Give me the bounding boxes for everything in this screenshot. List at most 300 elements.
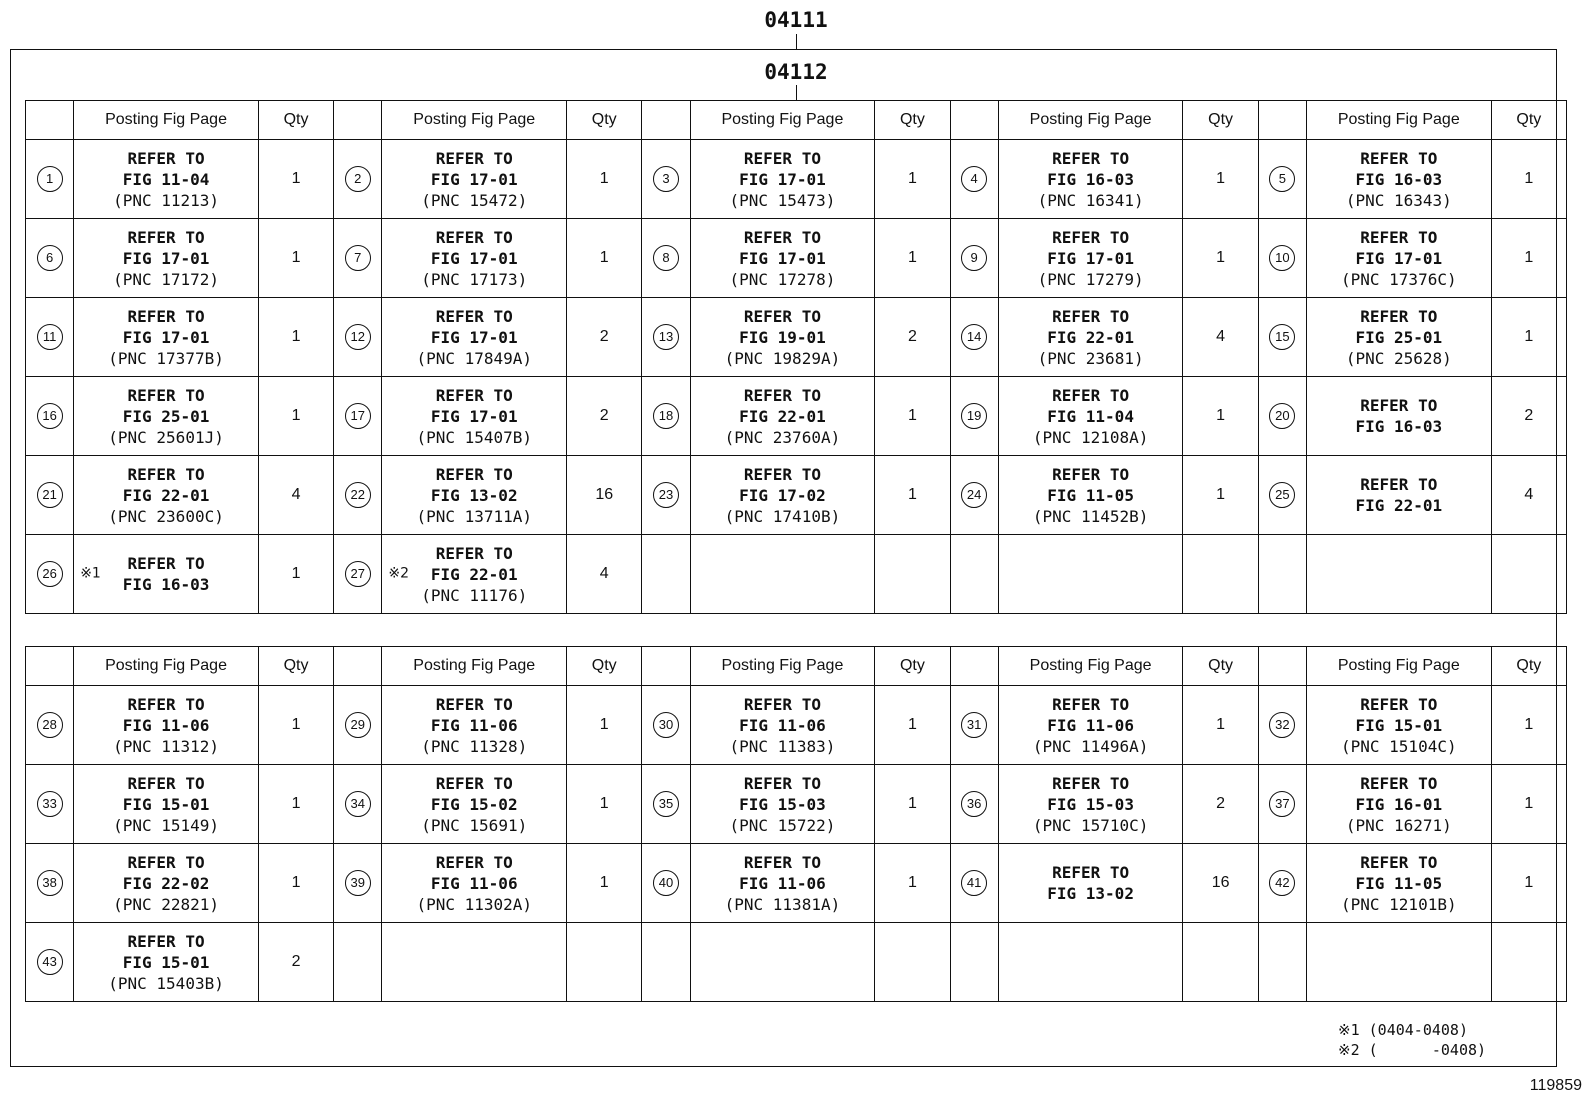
- item-number-circle: 34: [345, 791, 371, 817]
- posting-fig-cell: [1306, 686, 1491, 765]
- qty-cell: 1: [875, 686, 950, 765]
- item-number-cell: [950, 923, 998, 1002]
- qty-cell: 2: [875, 298, 950, 377]
- pnc-reference: (PNC 22821): [113, 894, 220, 914]
- fig-reference: FIG 11-04: [122, 169, 210, 189]
- posting-fig-cell: [74, 298, 259, 377]
- qty-cell: 1: [875, 456, 950, 535]
- refer-to-text: REFER TO: [743, 694, 821, 714]
- item-number-circle: 25: [1269, 482, 1295, 508]
- posting-fig-cell: [74, 686, 259, 765]
- qty-cell: 1: [1491, 140, 1566, 219]
- item-number-circle: 19: [961, 403, 987, 429]
- posting-fig-cell: [998, 765, 1183, 844]
- header-posting-fig-page: Posting Fig Page: [74, 647, 259, 686]
- qty-cell: 1: [875, 140, 950, 219]
- refer-to-text: REFER TO: [435, 227, 513, 247]
- posting-fig-cell: [74, 923, 259, 1002]
- posting-fig-cell: [690, 535, 875, 614]
- pnc-reference: (PNC 17849A): [416, 348, 533, 368]
- item-number-cell: [1258, 140, 1306, 219]
- item-number-cell: [26, 923, 74, 1002]
- refer-to-text: REFER TO: [435, 543, 513, 563]
- posting-fig-cell: [998, 456, 1183, 535]
- item-number-circle: 7: [345, 245, 371, 271]
- header-posting-fig-page: Posting Fig Page: [74, 101, 259, 140]
- item-number-cell: [642, 298, 690, 377]
- posting-fig-cell: [998, 219, 1183, 298]
- item-number-circle: 13: [653, 324, 679, 350]
- qty-cell: 1: [875, 377, 950, 456]
- pnc-reference: (PNC 11302A): [416, 894, 533, 914]
- posting-fig-cell: [382, 535, 567, 614]
- item-number-cell: [950, 140, 998, 219]
- posting-fig-cell: [998, 844, 1183, 923]
- footnotes: [1338, 1020, 1486, 1060]
- posting-fig-cell: [690, 765, 875, 844]
- refer-to-text: REFER TO: [1360, 773, 1438, 793]
- refer-to-text: REFER TO: [435, 306, 513, 326]
- posting-fig-cell: [690, 456, 875, 535]
- item-number-circle: 27: [345, 561, 371, 587]
- pnc-reference: (PNC 23681): [1037, 348, 1144, 368]
- table-row: [26, 298, 1567, 377]
- item-number-cell: [334, 844, 382, 923]
- posting-fig-cell: [690, 686, 875, 765]
- pnc-reference: (PNC 17279): [1037, 269, 1144, 289]
- qty-cell: 4: [567, 535, 642, 614]
- refer-to-text: REFER TO: [1052, 385, 1130, 405]
- pnc-reference: (PNC 15710C): [1032, 815, 1149, 835]
- qty-cell: 2: [1491, 377, 1566, 456]
- header-posting-fig-page: Posting Fig Page: [690, 101, 875, 140]
- header-qty: Qty: [875, 647, 950, 686]
- item-number-cell: [950, 456, 998, 535]
- pnc-reference: (PNC 11312): [113, 736, 220, 756]
- refer-to-text: REFER TO: [127, 852, 205, 872]
- pnc-reference: (PNC 15104C): [1341, 736, 1457, 756]
- pnc-reference: (PNC 15407B): [416, 427, 533, 447]
- fig-reference: FIG 22-01: [430, 564, 518, 584]
- refer-to-text: REFER TO: [127, 464, 205, 484]
- item-number-circle: 28: [37, 712, 63, 738]
- item-number-cell: [1258, 923, 1306, 1002]
- pnc-reference: (PNC 17172): [113, 269, 220, 289]
- header-qty: Qty: [258, 647, 333, 686]
- item-number-cell: [334, 686, 382, 765]
- fig-reference: FIG 19-01: [739, 327, 826, 347]
- item-number-circle: 41: [961, 870, 987, 896]
- pnc-reference: (PNC 19829A): [724, 348, 841, 368]
- qty-cell: 1: [1183, 219, 1258, 298]
- refer-to-text: REFER TO: [1360, 396, 1438, 415]
- refer-to-text: REFER TO: [1052, 148, 1130, 168]
- item-number-cell: [642, 456, 690, 535]
- refer-to-text: REFER TO: [127, 227, 205, 247]
- fig-reference: FIG 15-03: [1047, 794, 1134, 814]
- item-number-cell: [1258, 219, 1306, 298]
- qty-cell: 16: [1183, 844, 1258, 923]
- item-number-cell: [26, 686, 74, 765]
- fig-reference: FIG 13-02: [430, 485, 518, 505]
- item-number-circle: 11: [37, 324, 63, 350]
- item-number-circle: 1: [37, 166, 63, 192]
- item-number-cell: [1258, 765, 1306, 844]
- qty-cell: 2: [1183, 765, 1258, 844]
- item-number-cell: [950, 219, 998, 298]
- qty-cell: 1: [1491, 219, 1566, 298]
- item-number-circle: 20: [1269, 403, 1295, 429]
- posting-fig-cell: [74, 219, 259, 298]
- pnc-reference: (PNC 11383): [729, 736, 836, 756]
- item-number-circle: 2: [345, 166, 371, 192]
- item-number-cell: [26, 140, 74, 219]
- posting-fig-cell: [74, 140, 259, 219]
- table-2-body: [26, 647, 1567, 1002]
- posting-fig-cell: [382, 923, 567, 1002]
- qty-cell: 1: [567, 765, 642, 844]
- fig-reference: FIG 17-02: [739, 485, 826, 505]
- item-number-cell: [26, 456, 74, 535]
- item-number-circle: 5: [1269, 166, 1295, 192]
- header-posting-fig-page: Posting Fig Page: [1306, 101, 1491, 140]
- fig-reference: FIG 13-02: [1047, 884, 1134, 903]
- item-number-cell: [334, 456, 382, 535]
- item-number-cell: [950, 686, 998, 765]
- qty-cell: 1: [567, 686, 642, 765]
- fig-reference: FIG 11-06: [430, 715, 518, 735]
- qty-cell: 16: [567, 456, 642, 535]
- item-number-circle: 26: [37, 561, 63, 587]
- header-posting-fig-page: Posting Fig Page: [382, 647, 567, 686]
- fig-reference: FIG 22-01: [739, 406, 826, 426]
- fig-reference: FIG 17-01: [430, 406, 518, 426]
- qty-cell: 1: [1183, 377, 1258, 456]
- item-number-circle: 23: [653, 482, 679, 508]
- table-row: [26, 377, 1567, 456]
- refer-to-text: REFER TO: [1360, 475, 1438, 494]
- item-number-cell: [334, 923, 382, 1002]
- posting-fig-cell: [1306, 219, 1491, 298]
- fig-reference: FIG 25-01: [1355, 327, 1443, 347]
- pnc-reference: (PNC 17377B): [108, 348, 224, 368]
- posting-fig-cell: [1306, 377, 1491, 456]
- pnc-reference: (PNC 17278): [729, 269, 836, 289]
- table-row: [26, 535, 1567, 614]
- qty-cell: 2: [567, 298, 642, 377]
- header-posting-fig-page: Posting Fig Page: [690, 647, 875, 686]
- qty-cell: 1: [1491, 844, 1566, 923]
- header-posting-fig-page: Posting Fig Page: [998, 101, 1183, 140]
- footnote-1: ※1 (0404-0408): [1338, 1021, 1468, 1039]
- pnc-reference: (PNC 16271): [1345, 815, 1452, 835]
- fig-reference: FIG 22-01: [1047, 327, 1134, 347]
- header-num-blank: [950, 101, 998, 140]
- refer-to-text: REFER TO: [743, 148, 821, 168]
- item-number-cell: [642, 219, 690, 298]
- header-num-blank: [26, 101, 74, 140]
- refer-to-text: REFER TO: [1360, 852, 1438, 872]
- qty-cell: 1: [258, 140, 333, 219]
- fig-reference: FIG 25-01: [122, 406, 210, 426]
- refer-to-text: REFER TO: [1052, 464, 1130, 484]
- refer-to-text: REFER TO: [127, 773, 205, 793]
- leader-line-sub: [796, 85, 797, 100]
- item-number-cell: [642, 140, 690, 219]
- qty-cell: 1: [567, 219, 642, 298]
- header-qty: Qty: [258, 101, 333, 140]
- item-number-cell: [950, 765, 998, 844]
- item-number-cell: [26, 535, 74, 614]
- qty-cell: 1: [258, 844, 333, 923]
- posting-fig-cell: [74, 765, 259, 844]
- header-row: [26, 647, 1567, 686]
- item-number-cell: [642, 765, 690, 844]
- fig-reference: FIG 16-03: [1047, 169, 1134, 189]
- qty-cell: 1: [875, 765, 950, 844]
- figure-id: 119859: [1529, 1077, 1582, 1094]
- qty-cell: 1: [1491, 686, 1566, 765]
- qty-cell: 1: [1491, 765, 1566, 844]
- posting-fig-cell: [1306, 923, 1491, 1002]
- pnc-reference: (PNC 25601J): [108, 427, 224, 447]
- qty-cell: 1: [875, 219, 950, 298]
- item-number-cell: [26, 219, 74, 298]
- refer-to-text: REFER TO: [127, 385, 205, 405]
- pnc-reference: (PNC 11452B): [1032, 506, 1149, 526]
- qty-cell: [1183, 535, 1258, 614]
- qty-cell: 1: [258, 298, 333, 377]
- item-number-circle: 14: [961, 324, 987, 350]
- header-qty: Qty: [1491, 101, 1566, 140]
- fig-reference: FIG 17-01: [122, 248, 210, 268]
- qty-cell: 4: [258, 456, 333, 535]
- item-number-cell: [642, 535, 690, 614]
- pnc-reference: (PNC 11213): [113, 190, 220, 210]
- sub-part-code: 04112: [764, 60, 828, 84]
- table-row: [26, 456, 1567, 535]
- item-number-cell: [334, 377, 382, 456]
- item-number-circle: 37: [1269, 791, 1295, 817]
- item-number-circle: 40: [653, 870, 679, 896]
- fig-reference: FIG 11-06: [1047, 715, 1134, 735]
- posting-fig-cell: [998, 535, 1183, 614]
- pnc-reference: (PNC 13711A): [416, 506, 533, 526]
- item-number-cell: [950, 535, 998, 614]
- refer-to-text: REFER TO: [435, 852, 513, 872]
- footnote-mark: ※2: [388, 565, 410, 582]
- table-row: [26, 923, 1567, 1002]
- header-num-blank: [1258, 647, 1306, 686]
- pnc-reference: (PNC 15473): [729, 190, 836, 210]
- fig-reference: FIG 15-01: [1355, 715, 1443, 735]
- posting-fig-cell: [690, 219, 875, 298]
- table-row: [26, 686, 1567, 765]
- qty-cell: 1: [1183, 140, 1258, 219]
- fig-reference: FIG 17-01: [1355, 248, 1443, 268]
- item-number-circle: 21: [37, 482, 63, 508]
- header-qty: Qty: [567, 647, 642, 686]
- table-row: [26, 140, 1567, 219]
- table-row: [26, 844, 1567, 923]
- pnc-reference: (PNC 15691): [421, 815, 528, 835]
- item-number-circle: 16: [37, 403, 63, 429]
- fig-reference: FIG 17-01: [430, 327, 518, 347]
- qty-cell: 1: [567, 140, 642, 219]
- posting-fig-cell: [382, 219, 567, 298]
- item-number-circle: 15: [1269, 324, 1295, 350]
- posting-fig-cell: [690, 140, 875, 219]
- refer-to-text: REFER TO: [435, 148, 513, 168]
- item-number-circle: 29: [345, 712, 371, 738]
- refer-to-text: REFER TO: [743, 464, 821, 484]
- qty-cell: 1: [1183, 686, 1258, 765]
- header-row: [26, 101, 1567, 140]
- header-qty: Qty: [1183, 647, 1258, 686]
- posting-fig-cell: [74, 844, 259, 923]
- item-number-cell: [334, 535, 382, 614]
- fig-reference: FIG 16-03: [1355, 417, 1443, 436]
- posting-fig-cell: [382, 456, 567, 535]
- item-number-cell: [1258, 686, 1306, 765]
- item-number-cell: [26, 765, 74, 844]
- item-number-cell: [334, 219, 382, 298]
- qty-cell: 4: [1183, 298, 1258, 377]
- leader-line-top: [796, 34, 797, 49]
- pnc-reference: (PNC 23600C): [108, 506, 224, 526]
- item-number-circle: 4: [961, 166, 987, 192]
- posting-fig-cell: [998, 377, 1183, 456]
- fig-reference: FIG 22-01: [122, 485, 210, 505]
- qty-cell: [1491, 535, 1566, 614]
- footnote-mark: ※1: [80, 565, 101, 582]
- pnc-reference: (PNC 17376C): [1341, 269, 1457, 289]
- item-number-cell: [26, 377, 74, 456]
- pnc-reference: (PNC 15722): [729, 815, 836, 835]
- fig-reference: FIG 16-03: [1355, 169, 1443, 189]
- header-num-blank: [642, 101, 690, 140]
- qty-cell: 1: [875, 844, 950, 923]
- posting-fig-cell: [690, 298, 875, 377]
- item-number-circle: 24: [961, 482, 987, 508]
- qty-cell: [1491, 923, 1566, 1002]
- fig-reference: FIG 16-03: [122, 575, 210, 594]
- item-number-cell: [1258, 844, 1306, 923]
- qty-cell: 1: [258, 377, 333, 456]
- header-qty: Qty: [1183, 101, 1258, 140]
- qty-cell: 1: [258, 219, 333, 298]
- header-posting-fig-page: Posting Fig Page: [998, 647, 1183, 686]
- item-number-circle: 3: [653, 166, 679, 192]
- item-number-circle: 17: [345, 403, 371, 429]
- fig-reference: FIG 11-06: [739, 715, 826, 735]
- qty-cell: [1183, 923, 1258, 1002]
- qty-cell: [875, 535, 950, 614]
- posting-fig-cell: [382, 844, 567, 923]
- qty-cell: 1: [1183, 456, 1258, 535]
- top-part-code: 04111: [764, 8, 828, 32]
- posting-fig-cell: [998, 298, 1183, 377]
- item-number-circle: 12: [345, 324, 371, 350]
- header-posting-fig-page: Posting Fig Page: [1306, 647, 1491, 686]
- refer-to-text: REFER TO: [743, 852, 821, 872]
- refer-to-text: REFER TO: [1052, 694, 1130, 714]
- posting-fig-cell: [382, 686, 567, 765]
- item-number-circle: 9: [961, 245, 987, 271]
- item-number-cell: [642, 686, 690, 765]
- refer-to-text: REFER TO: [1052, 863, 1130, 882]
- item-number-cell: [334, 298, 382, 377]
- posting-fig-cell: [1306, 844, 1491, 923]
- refer-to-text: REFER TO: [435, 464, 513, 484]
- header-posting-fig-page: Posting Fig Page: [382, 101, 567, 140]
- header-num-blank: [950, 647, 998, 686]
- reference-table-1: [25, 100, 1567, 614]
- fig-reference: FIG 15-03: [739, 794, 826, 814]
- item-number-circle: 39: [345, 870, 371, 896]
- posting-fig-cell: [74, 456, 259, 535]
- pnc-reference: (PNC 15472): [421, 190, 528, 210]
- posting-fig-cell: [1306, 298, 1491, 377]
- table-row: [26, 219, 1567, 298]
- refer-to-text: REFER TO: [1360, 227, 1438, 247]
- pnc-reference: (PNC 11176): [421, 585, 528, 605]
- fig-reference: FIG 11-04: [1047, 406, 1134, 426]
- pnc-reference: (PNC 11328): [421, 736, 528, 756]
- item-number-circle: 10: [1269, 245, 1295, 271]
- qty-cell: 1: [1491, 298, 1566, 377]
- item-number-cell: [950, 377, 998, 456]
- fig-reference: FIG 17-01: [739, 169, 826, 189]
- footnote-2: ※2 ( -0408): [1338, 1041, 1487, 1059]
- refer-to-text: REFER TO: [435, 694, 513, 714]
- item-number-cell: [1258, 298, 1306, 377]
- fig-reference: FIG 11-06: [739, 873, 826, 893]
- header-num-blank: [334, 101, 382, 140]
- pnc-reference: (PNC 15403B): [108, 973, 224, 993]
- refer-to-text: REFER TO: [1052, 306, 1130, 326]
- qty-cell: [875, 923, 950, 1002]
- fig-reference: FIG 11-06: [430, 873, 518, 893]
- fig-reference: FIG 11-06: [122, 715, 210, 735]
- item-number-circle: 36: [961, 791, 987, 817]
- refer-to-text: REFER TO: [127, 306, 205, 326]
- posting-fig-cell: [382, 765, 567, 844]
- pnc-reference: (PNC 15149): [113, 815, 220, 835]
- item-number-circle: 22: [345, 482, 371, 508]
- posting-fig-cell: [382, 298, 567, 377]
- posting-fig-cell: [1306, 765, 1491, 844]
- refer-to-text: REFER TO: [743, 306, 821, 326]
- pnc-reference: (PNC 11496A): [1032, 736, 1149, 756]
- item-number-cell: [950, 298, 998, 377]
- refer-to-text: REFER TO: [743, 385, 821, 405]
- header-qty: Qty: [875, 101, 950, 140]
- qty-cell: 1: [258, 686, 333, 765]
- fig-reference: FIG 17-01: [430, 248, 518, 268]
- posting-fig-cell: [382, 377, 567, 456]
- posting-fig-cell: [382, 140, 567, 219]
- qty-cell: 2: [567, 377, 642, 456]
- pnc-reference: (PNC 12101B): [1341, 894, 1457, 914]
- header-qty: Qty: [567, 101, 642, 140]
- header-num-blank: [1258, 101, 1306, 140]
- item-number-cell: [26, 844, 74, 923]
- pnc-reference: (PNC 11381A): [724, 894, 841, 914]
- posting-fig-cell: [1306, 140, 1491, 219]
- item-number-circle: 38: [37, 870, 63, 896]
- item-number-cell: [1258, 535, 1306, 614]
